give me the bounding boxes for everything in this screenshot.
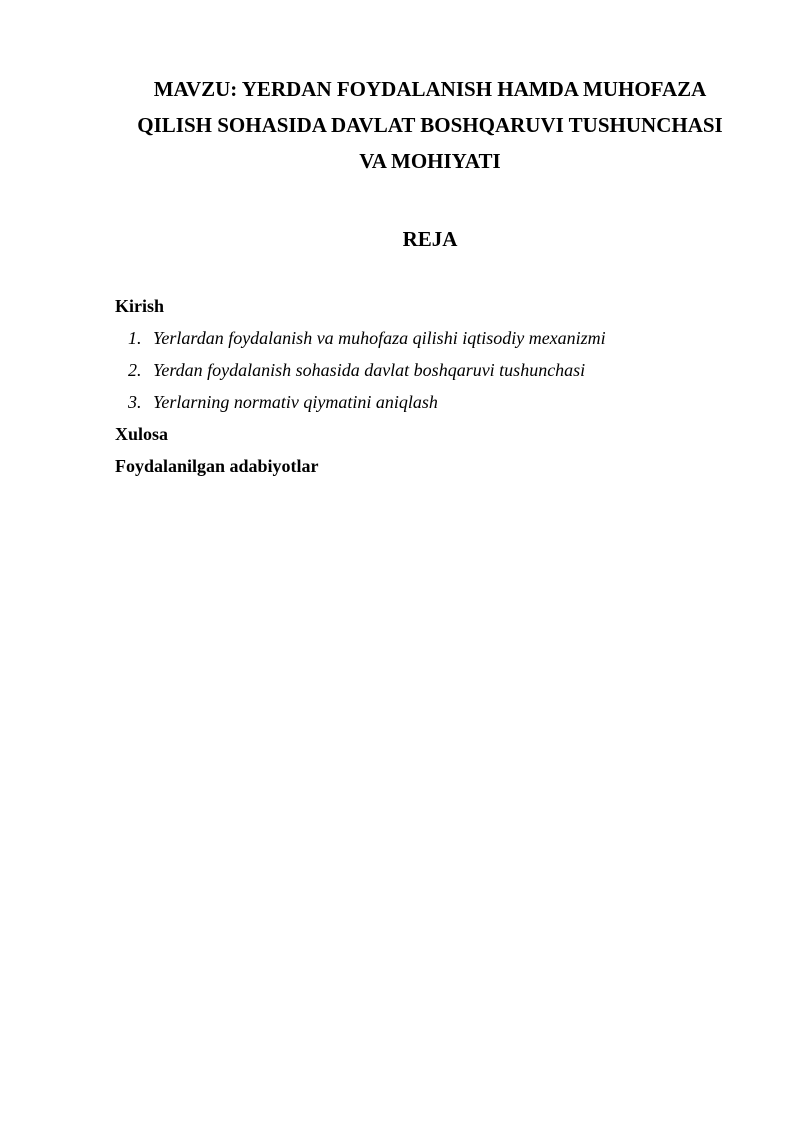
plan-item-3 — [115, 388, 735, 420]
conclusion-heading: Xulosa — [115, 424, 169, 444]
plan-item-number: 3. — [128, 392, 142, 412]
plan-item-1 — [115, 324, 735, 356]
plan-item-number: 2. — [128, 360, 142, 380]
references-heading: Foydalanilgan adabiyotlar — [115, 456, 319, 476]
plan-list — [115, 324, 735, 420]
plan-item-text: Yerdan foydalanish sohasida davlat boshqaruvi tushunchasi — [153, 360, 586, 380]
title-line-1: MAVZU: YERDAN FOYDALANISH HAMDA MUHOFAZA — [153, 77, 707, 101]
plan-item-number: 1. — [128, 328, 142, 348]
document-title — [110, 71, 750, 179]
title-line-2: QILISH SOHASIDA DAVLAT BOSHQARUVI TUSHUNCHASI — [137, 113, 723, 137]
plan-item-text: Yerlardan foydalanish va muhofaza qilishi iqtisodiy mexanizmi — [153, 328, 606, 348]
title-line-3: VA MOHIYATI — [359, 149, 501, 173]
plan-outline — [115, 292, 735, 484]
plan-item-text: Yerlarning normativ qiymatini aniqlash — [153, 392, 438, 412]
plan-heading: REJA — [402, 227, 458, 251]
plan-item-2 — [115, 356, 735, 388]
intro-heading: Kirish — [115, 296, 165, 316]
